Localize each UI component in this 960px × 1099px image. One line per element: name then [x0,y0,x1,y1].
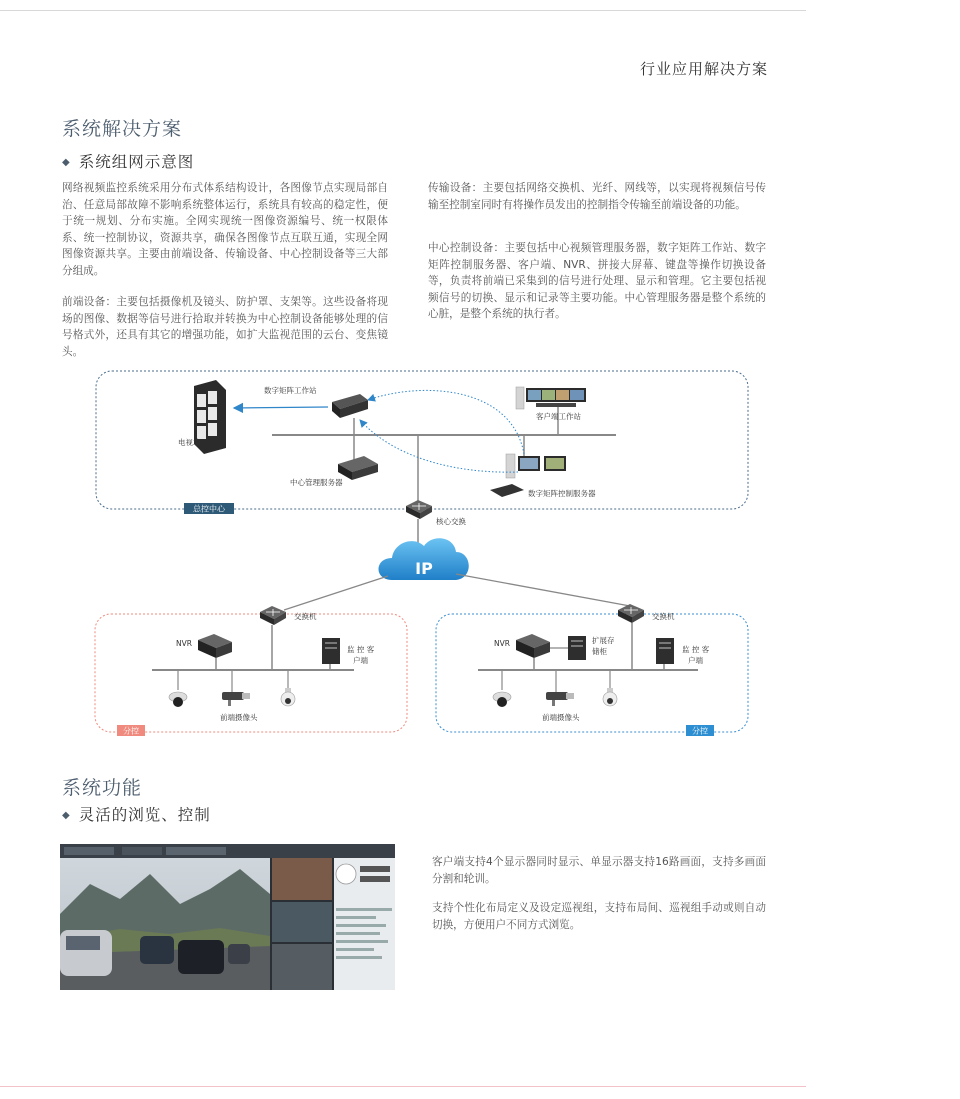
top-rule [0,10,806,11]
monitor-client-right-label-1: 监 控 客 [682,645,710,654]
diamond-bullet-icon: ◆ [62,157,71,168]
signal-arrow-upper [368,390,524,454]
nvr-right-icon [516,634,550,658]
client-workstation-label: 客户端工作站 [536,412,581,421]
ptz-camera-right-icon [603,688,617,706]
storage-label-2: 储柜 [592,647,607,656]
switch-right-icon [618,604,644,623]
storage-cabinet-icon [568,636,586,660]
signal-arrow-lower [360,420,518,472]
diamond-bullet-icon: ◆ [62,810,71,821]
matrix-workstation-icon [332,394,368,418]
client-software-screenshot [60,844,395,990]
nvr-left-icon [198,634,232,658]
matrix-control-server-label: 数字矩阵控制服务器 [528,489,596,498]
monitor-client-right-label-2: 户端 [688,656,703,665]
dome-camera-left-icon [169,692,187,707]
monitor-client-left-label-2: 户端 [353,656,368,665]
switch-right-label: 交换机 [652,612,675,621]
paragraph-central-control: 中心控制设备：主要包括中心视频管理服务器，数字矩阵工作站、数字矩阵控制服务器、客户端、NVR、拼接大屏幕、键盘等操作切换设备等，负责将前端已采集到的信号进行处理、显示和管理。它主要包括视频信号的切换、显示和记录等主要功能。中心管理服务器是整个系统的心脏，是整个系统的执行者。 [428,242,766,320]
central-server-icon [338,456,378,480]
section-title-solution: 系统解决方案 [62,118,183,140]
storage-label-1: 扩展存 [592,636,615,645]
subtitle-browse-control [62,803,211,825]
paragraph-transmission: 传输设备：主要包括网络交换机、光纤、网线等，以实现将视频信号传输至控制室同时有将操作员发出的控制指令传输至前端设备的功能。 [428,182,766,211]
bullet-camera-left-icon [222,692,250,706]
bottom-rule [0,1086,806,1087]
network-diagram [92,366,752,738]
client-software-image [60,844,395,990]
switch-left-icon [260,606,286,625]
ptz-camera-left-icon [281,688,295,706]
page-category: 行业应用解决方案 [639,60,768,78]
subtitle-network-diagram [62,150,194,172]
nvr-right-label: NVR [494,639,510,648]
branch-left-label: 分控 [123,726,139,736]
subtitle-text: 系统组网示意图 [78,153,195,171]
monitor-client-left-icon [322,638,340,664]
paragraph-layout-patrol: 支持个性化布局定义及设定巡视组，支持布局间、巡视组手动或则自动切换，方便用户不同方式浏览。 [432,902,766,931]
paragraph-front-end: 前端设备：主要包括摄像机及镜头、防护罩、支架等。这些设备将现场的图像、数据等信号进行拾取并转换为中心控制设备能够处理的信号格式外，还具有其它的增强功能，如扩大监视范围的云台、变焦镜头。 [62,296,388,358]
front-camera-right-label: 前端摄像头 [542,713,580,722]
central-server-label: 中心管理服务器 [290,478,343,487]
control-center-label: 总控中心 [193,504,225,514]
matrix-workstation-label: 数字矩阵工作站 [264,386,317,395]
subtitle-text: 灵活的浏览、控制 [78,806,211,824]
monitor-client-right-icon [656,638,674,664]
arrow-to-tv-wall [234,407,328,408]
client-workstation-icon [516,387,586,409]
section-title-functions: 系统功能 [62,777,143,799]
branch-right-zone [436,614,748,732]
tv-wall-label: 电视墙 [178,438,201,447]
dome-camera-right-icon [493,692,511,707]
switch-left-label: 交换机 [294,612,317,621]
core-switch-label: 核心交换 [436,517,466,526]
branch-right-label: 分控 [692,726,708,736]
paragraph-overview: 网络视频监控系统采用分布式体系结构设计，各图像节点实现局部自治、任意局部故障不影响系统整体运行，系统具有较高的稳定性，便于统一规划、分布实施。全网实现统一图像资源编号、统一权限体系、统一控制协议，资源共享，确保各图像节点互联互通，实现全网图像资源共享。主要由前端设备、传输设备、中心控制设备等三大部分组成。 [62,182,388,277]
front-camera-left-label: 前端摄像头 [220,713,258,722]
monitor-client-left-label-1: 监 控 客 [347,645,375,654]
bullet-camera-right-icon [546,692,574,706]
ip-cloud-label: IP [415,559,433,578]
core-switch-icon [406,500,432,519]
paragraph-multi-display: 客户端支持4个显示器同时显示、单显示器支持16路画面，支持多画面分割和轮训。 [432,856,766,885]
nvr-left-label: NVR [176,639,192,648]
